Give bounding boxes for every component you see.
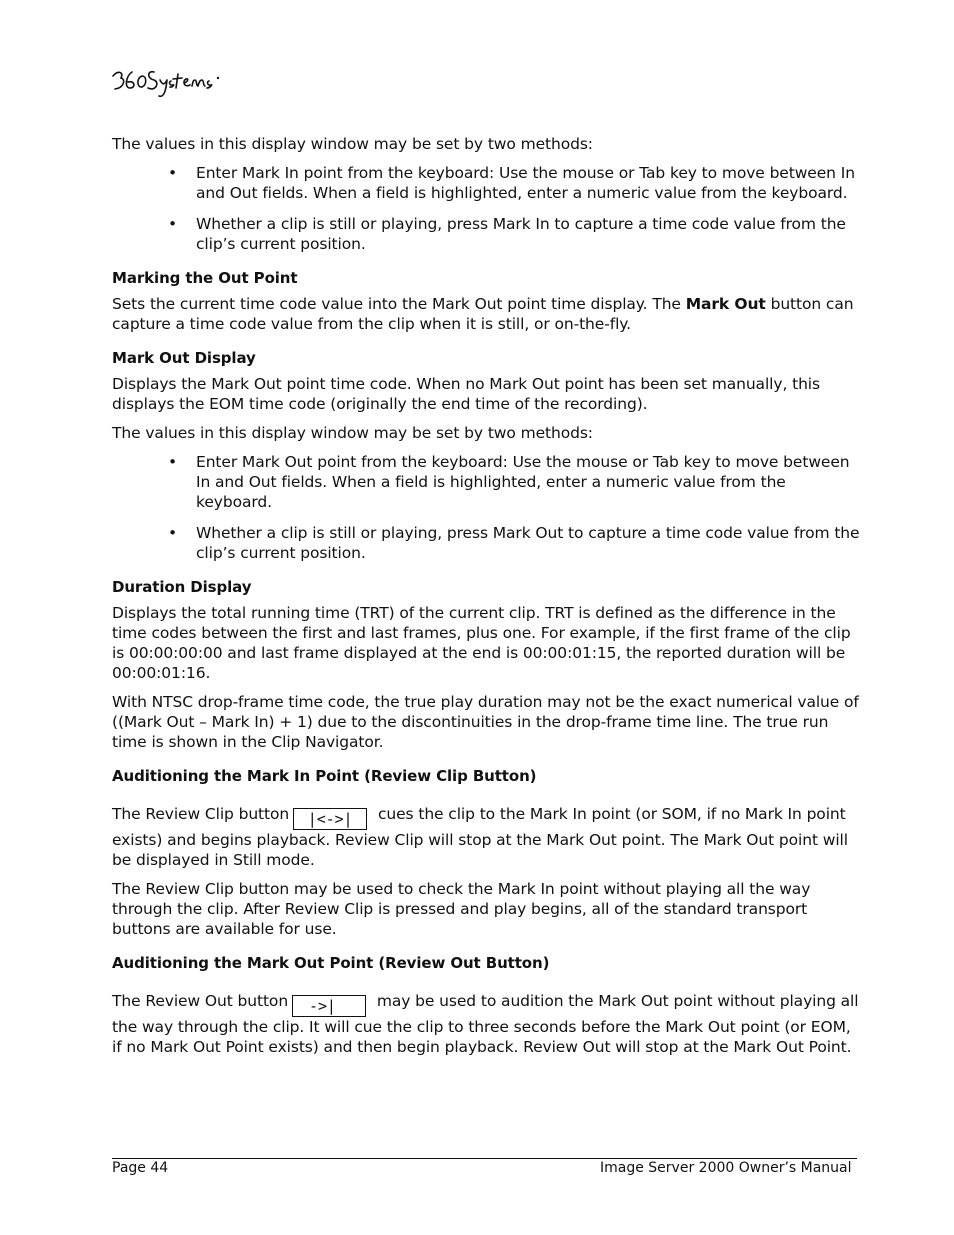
paragraph: The Review Clip button may be used to check the Mark In point without playing all the way through the clip. After Review Clip is pressed and play begins, all of the standard transport buttons are available for use. [112, 880, 811, 938]
paragraph: With NTSC drop-frame time code, the true play duration may not be the exact numerical value of ((Mark Out – Mark In) + 1) due to the discontinuities in the drop-frame time line. The true run time is shown in the Clip Navigator. [112, 693, 859, 751]
section-heading: Duration Display [112, 578, 252, 596]
list-item: • Enter Mark In point from the keyboard: Use the mouse or Tab key to move between In and Out fields. When a field is highlighted, enter a numeric value from the keyboard. [112, 163, 864, 203]
section-heading: Auditioning the Mark In Point (Review Clip Button) [112, 767, 537, 785]
paragraph-text: may be used to audition the Mark Out point without playing all the way through the clip. It will cue the clip to three seconds before the Mark Out point (or EOM, if no Mark Out Point exists) and then begin playback. Review Out will stop at the Mark Out Point. [112, 992, 859, 1056]
bullet-list [112, 452, 864, 563]
paragraph-text: The Review Out button [112, 992, 289, 1010]
section-heading: Auditioning the Mark Out Point (Review Out Button) [112, 954, 550, 972]
paragraph [112, 991, 864, 1057]
paragraph: Displays the Mark Out point time code. When no Mark Out point has been set manually, this displays the EOM time code (originally the end time of the recording). [112, 375, 820, 413]
footer-rule [112, 1158, 857, 1159]
paragraph-text: The Review Clip button [112, 805, 290, 823]
page-number: Page 44 [112, 1160, 169, 1176]
paragraph: The values in this display window may be set by two methods: [112, 424, 593, 442]
list-item: • Whether a clip is still or playing, press Mark In to capture a time code value from the clip’s current position. [112, 214, 864, 254]
review-out-button: ->| [292, 995, 366, 1017]
paragraph [112, 294, 864, 334]
review-clip-button: |<->| [293, 808, 367, 830]
paragraph-text: button can capture a time code value from the clip when it is still, or on-the-fly. [112, 295, 854, 333]
section-heading: Marking the Out Point [112, 269, 298, 287]
paragraph-text: Sets the current time code value into the Mark Out point time display. The [112, 295, 686, 313]
list-item: • Whether a clip is still or playing, press Mark Out to capture a time code value from the clip’s current position. [112, 523, 864, 563]
paragraph: Displays the total running time (TRT) of the current clip. TRT is defined as the difference in the time codes between the first and last frames, plus one. For example, if the first frame of the clip is 00:00:00:00 and last frame displayed at the end is 00:00:01:15, the reported duration will be 00:00:01:16. [112, 604, 851, 682]
manual-title: Image Server 2000 Owner’s Manual [600, 1160, 852, 1176]
section-heading: Mark Out Display [112, 349, 256, 367]
paragraph-text: cues the clip to the Mark In point (or SOM, if no Mark In point exists) and begins playback. Review Clip will stop at the Mark Out point. The Mark Out point will be displayed in Still mode. [112, 805, 848, 869]
list-item: • Enter Mark Out point from the keyboard: Use the mouse or Tab key to move between In and Out fields. When a field is highlighted, enter a numeric value from the keyboard. [112, 452, 864, 512]
bold-term: Mark Out [685, 295, 766, 313]
company-logo [110, 66, 225, 100]
document-body [112, 134, 864, 1066]
paragraph: The values in this display window may be set by two methods: [112, 135, 593, 153]
paragraph [112, 804, 864, 870]
bullet-list [112, 163, 864, 254]
